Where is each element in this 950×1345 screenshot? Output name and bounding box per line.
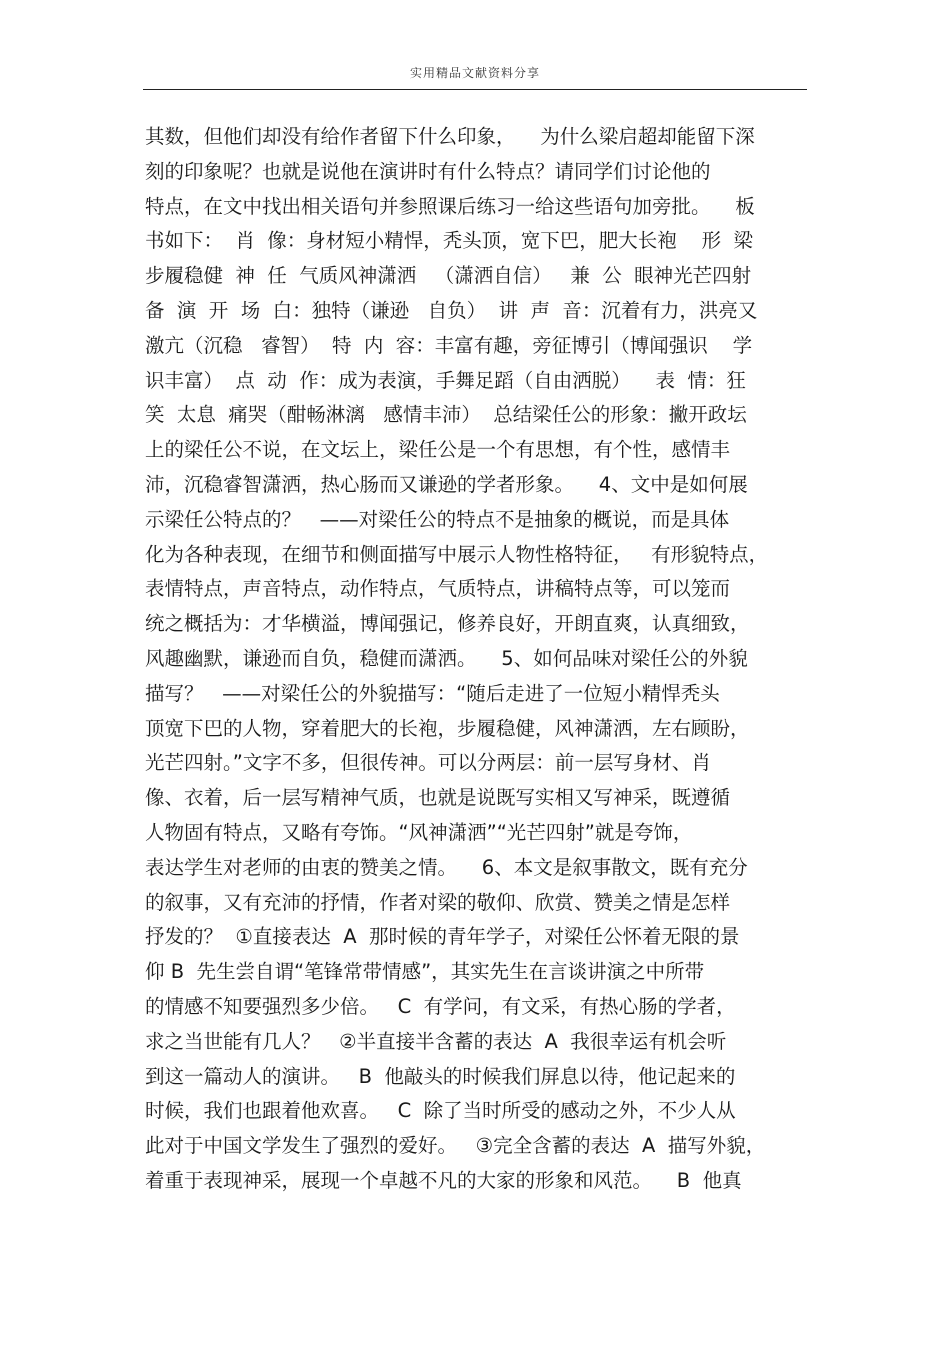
text-line: 风趣幽默，谦逊而自负，稳健而潇洒。 5、如何品味对梁任公的外貌 — [145, 646, 748, 670]
text-line: 时候，我们也跟着他欢喜。 C 除了当时所受的感动之外，不少人从 — [145, 1099, 736, 1123]
text-line: 化为各种表现，在细节和侧面描写中展示人物性格特征， 有形貌特点， — [145, 542, 769, 566]
text-line: 示梁任公特点的？ ——对梁任公的特点不是抽象的概说，而是具体 — [145, 507, 730, 531]
text-line: 笑 太息 痛哭（酣畅淋漓 感情丰沛） 总结梁任公的形象：撇开政坛 — [145, 403, 747, 427]
text-line: 描写？ ——对梁任公的外貌描写：“随后走进了一位短小精悍秃头 — [145, 681, 720, 705]
text-line: 步履稳健 神 任 气质风神潇洒 （潇洒自信） 兼 公 眼神光芒四射 — [145, 264, 752, 288]
text-line: 的情感不知要强烈多少倍。 C 有学问，有文采，有热心肠的学者， — [145, 994, 736, 1018]
text-line: 像、衣着，后一层写精神气质，也就是说既写实相又写神采，既遵循 — [145, 786, 731, 810]
text-line: 着重于表现神采，展现一个卓越不凡的大家的形象和风范。 B 他真 — [145, 1168, 742, 1192]
text-line: 人物固有特点，又略有夸饰。“风神潇洒”“光芒四射”就是夸饰， — [145, 820, 693, 844]
text-line: 其数，但他们却没有给作者留下什么印象， 为什么梁启超却能留下深 — [145, 125, 755, 148]
text-line: 此对于中国文学发生了强烈的爱好。 ③完全含蓄的表达 A 描写外貌， — [145, 1134, 766, 1158]
text-line: 到这一篇动人的演讲。 B 他敲头的时候我们屏息以待，他记起来的 — [145, 1064, 736, 1088]
text-line: 备 演 开 场 白：独特（谦逊 自负） 讲 声 音：沉着有力，洪亮又 — [145, 298, 758, 322]
text-line: 特点，在文中找出相关语句并参照课后练习一给这些语句加旁批。 板 — [145, 194, 755, 218]
text-line: 书如下： 肖 像：身材短小精悍，秃头顶，宽下巴，肥大长袍 形 梁 — [145, 229, 753, 253]
document-body — [145, 120, 815, 1199]
text-line: 表情特点，声音特点，动作特点，气质特点，讲稿特点等，可以笼而 — [145, 577, 731, 601]
text-line: 激亢（沉稳 睿智） 特 内 容：丰富有趣，旁征博引（博闻强识 学 — [145, 333, 753, 357]
text-line: 识丰富） 点 动 作：成为表演，手舞足蹈（自由洒脱） 表 情：狂 — [145, 368, 746, 392]
header-divider — [143, 89, 807, 90]
text-line: 顶宽下巴的人物，穿着肥大的长袍，步履稳健，风神潇洒，左右顾盼， — [145, 716, 750, 740]
text-line: 统之概括为：才华横溢，博闻强记，修养良好，开朗直爽，认真细致， — [145, 612, 750, 636]
text-line: 抒发的？ ①直接表达 A 那时候的青年学子，对梁任公怀着无限的景 — [145, 925, 740, 949]
text-line: 表达学生对老师的由衷的赞美之情。 6、本文是叙事散文，既有充分 — [145, 855, 748, 879]
text-line: 求之当世能有几人？ ②半直接半含蓄的表达 A 我很幸运有机会听 — [145, 1029, 727, 1053]
text-line: 沛，沉稳睿智潇洒，热心肠而又谦逊的学者形象。 4、文中是如何展 — [145, 472, 748, 496]
text-line: 的叙事，又有充沛的抒情，作者对梁的敬仰、欣赏、赞美之情是怎样 — [145, 890, 731, 914]
page-header: 实用精品文献资料分享 — [409, 66, 540, 80]
text-line: 刻的印象呢？也就是说他在演讲时有什么特点？请同学们讨论他的 — [145, 159, 711, 183]
text-line: 仰 B 先生尝自谓“笔锋常带情感”，其实先生在言谈讲演之中所带 — [145, 960, 705, 984]
text-line: 光芒四射。”文字不多，但很传神。可以分两层：前一层写身材、肖 — [145, 751, 711, 775]
text-line: 上的梁任公不说，在文坛上，梁任公是一个有思想，有个性，感情丰 — [145, 438, 731, 462]
